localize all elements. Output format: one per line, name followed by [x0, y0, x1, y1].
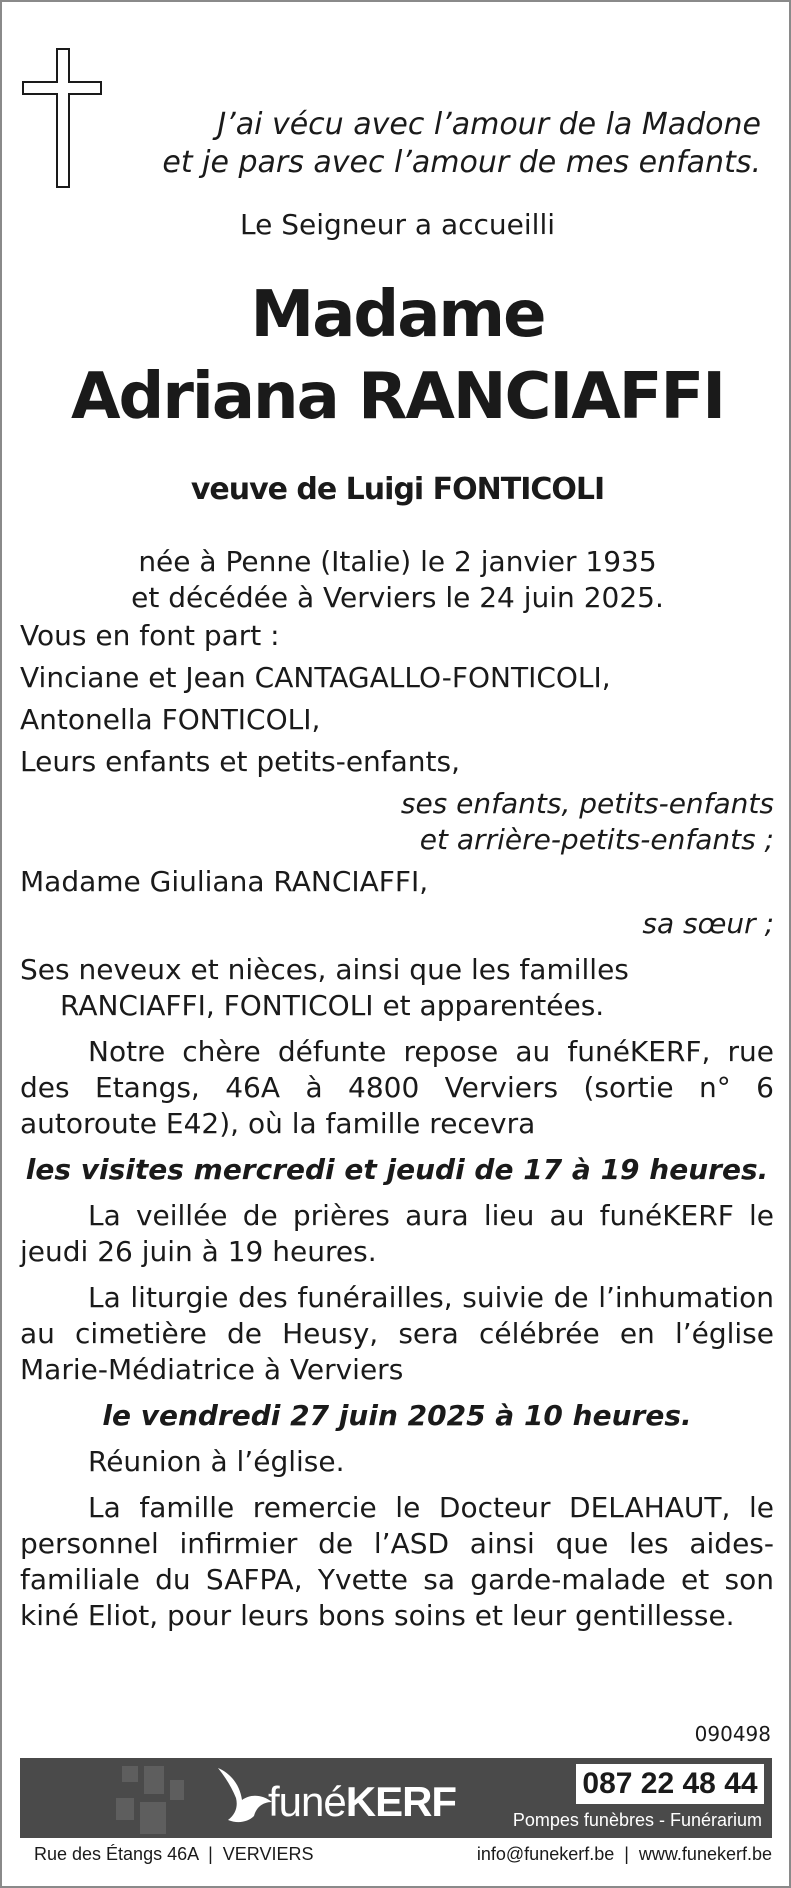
announce: Vous en font part : [20, 619, 280, 652]
family-line-3: Leurs enfants et petits-enfants, [20, 745, 461, 778]
phone-number[interactable]: 087 22 48 44 [576, 1764, 764, 1804]
birth-line: née à Penne (Italie) le 2 janvier 1935 [138, 545, 657, 578]
nephews-line-1: Ses neveux et nièces, ainsi que les familles [20, 953, 629, 986]
epigraph-line-2: et je pars avec l’amour de mes enfants. [162, 145, 761, 180]
brand-bold: KERF [345, 1778, 457, 1825]
funeral-date-line: le vendredi 27 juin 2025 à 10 heures. [102, 1399, 692, 1432]
visits-line: les visites mercredi et jeudi de 17 à 19 heures. [25, 1153, 769, 1186]
brand-prefix: funé [268, 1778, 346, 1825]
sister-line: Madame Giuliana RANCIAFFI, [20, 865, 429, 898]
role-children-2: et arrière-petits-enfants ; [419, 823, 774, 856]
liturgy-paragraph: La liturgie des funérailles, suivie de l’inhumation au cimetière de Heusy, sera célébrée en l’église Marie-Médiatrice à Verviers [20, 1281, 774, 1386]
vigil-paragraph: La veillée de prières aura lieu au funéKERF le jeudi 26 juin à 19 heures. [20, 1199, 774, 1268]
footer-address: Rue des Étangs 46A | VERVIERS [34, 1844, 314, 1864]
repose-paragraph: Notre chère défunte repose au funéKERF, rue des Etangs, 46A à 4800 Verviers (sortie n° 6 autoroute E42), où la famille recevra [20, 1035, 774, 1140]
nephews-line-2: RANCIAFFI, FONTICOLI et apparentées. [60, 989, 605, 1022]
meeting-line: Réunion à l’église. [88, 1445, 345, 1478]
birth-death-dates [2, 544, 791, 616]
brand-logo [268, 1778, 456, 1826]
deceased-name [2, 274, 791, 438]
funeral-home-banner [20, 1758, 772, 1838]
family-line-1: Vinciane et Jean CANTAGALLO-FONTICOLI, [20, 661, 611, 694]
epigraph-line-1: J’ai vécu avec l’amour de la Madone [217, 107, 761, 142]
cross-icon [22, 48, 122, 188]
family-line-2: Antonella FONTICOLI, [20, 703, 321, 736]
footer-contact[interactable]: info@funekerf.be | www.funekerf.be [476, 1844, 772, 1864]
role-children-1: ses enfants, petits-enfants [400, 787, 774, 820]
thanks-paragraph: La famille remercie le Docteur DELAHAUT, le personnel infirmier de l’ASD ainsi que les aides-familiale du SAFPA, Yvette sa garde-malade et son kiné Eliot, pour leurs bons soins et leur gentillesse. [20, 1491, 774, 1632]
epigraph [111, 106, 761, 182]
name-title: Madame [250, 278, 545, 352]
role-sister: sa sœur ; [642, 907, 774, 940]
widow-of: veuve de Luigi FONTICOLI [190, 472, 605, 507]
intro-text: Le Seigneur a accueilli [239, 208, 555, 241]
services-text: Pompes funèbres - Funérarium [512, 1810, 762, 1830]
death-line: et décédée à Verviers le 24 juin 2025. [131, 581, 664, 614]
obituary-body [20, 618, 774, 1634]
name-full: Adriana RANCIAFFI [71, 360, 724, 434]
reference-number: 090498 [694, 1722, 771, 1746]
